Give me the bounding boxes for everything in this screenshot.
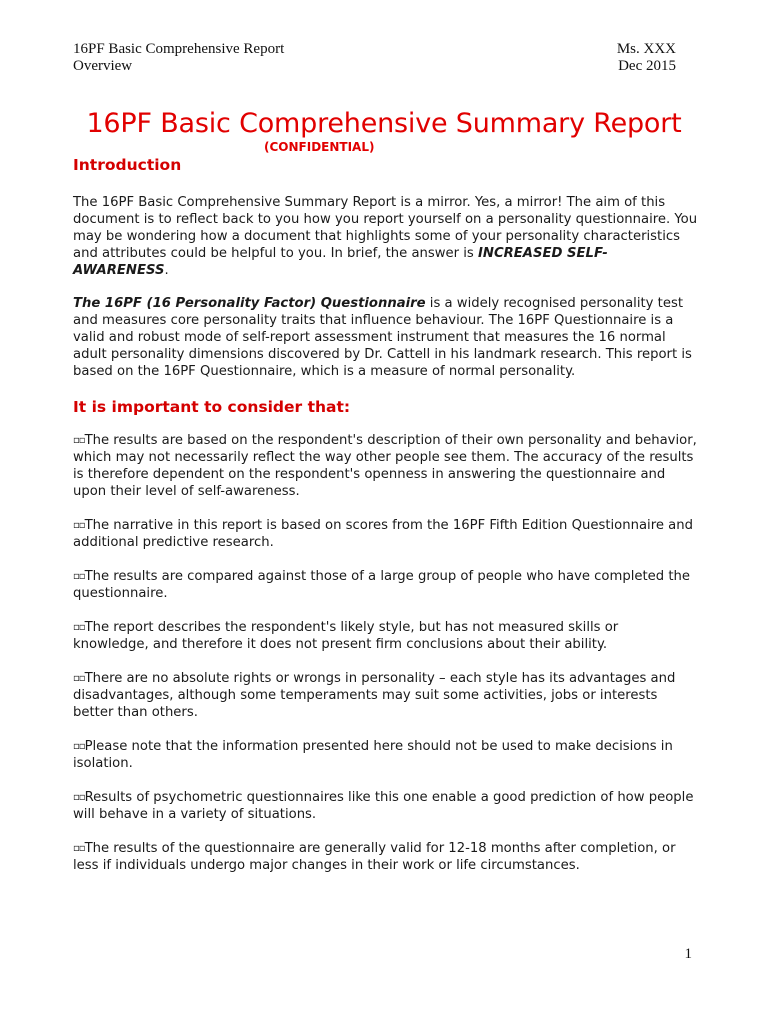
- consider-bullet-4: [73, 619, 698, 653]
- intro-p1-emphasis: INCREASED SELF-AWARENESS: [73, 246, 608, 278]
- consider-bullet-7: [73, 789, 698, 823]
- document-body: [73, 154, 698, 891]
- intro-p1-end: .: [164, 263, 169, 278]
- consider-bullet-2: [73, 517, 698, 551]
- bullet-glyph-icon: ▫▫: [73, 673, 85, 684]
- intro-p2-emphasis: The 16PF (16 Personality Factor) Questionnaire: [73, 296, 426, 311]
- bullet-glyph-icon: ▫▫: [73, 843, 85, 854]
- intro-p2-text: is a widely recognised personality test and measures core personality traits that influence behaviour. The 16PF Questionnaire is a valid and robust mode of self-report assessment instrument that measures the 16 normal adult personality dimensions discovered by Dr. Cattell in his landmark research. This report is based on the 16PF Questionnaire, which is a measure of normal personality.: [73, 296, 692, 379]
- bullet-glyph-icon: ▫▫: [73, 520, 85, 531]
- bullet-glyph-icon: ▫▫: [73, 622, 85, 633]
- confidential-label: (CONFIDENTIAL): [264, 140, 375, 154]
- bullet-text: Results of psychometric questionnaires like this one enable a good prediction of how people will behave in a variety of situations.: [73, 790, 694, 822]
- header-date: Dec 2015: [618, 58, 676, 74]
- bullet-text: There are no absolute rights or wrongs in personality – each style has its advantages and disadvantages, although some temperaments may suit some activities, jobs or interests better than others.: [73, 671, 676, 720]
- page-title: 16PF Basic Comprehensive Summary Report: [86, 108, 682, 139]
- bullet-glyph-icon: ▫▫: [73, 741, 85, 752]
- consider-bullet-6: [73, 738, 698, 772]
- bullet-text: The report describes the respondent's likely style, but has not measured skills or knowledge, and therefore it does not present firm conclusions about their ability.: [73, 620, 619, 652]
- header-client-name: Ms. XXX: [616, 41, 676, 57]
- header-row-2: [73, 58, 676, 75]
- consider-bullet-5: [73, 670, 698, 721]
- consider-bullet-8: [73, 840, 698, 874]
- bullet-glyph-icon: ▫▫: [73, 435, 85, 446]
- page-header: [73, 41, 676, 75]
- consider-bullet-3: [73, 568, 698, 602]
- introduction-heading: Introduction: [73, 156, 182, 174]
- bullet-text: Please note that the information presented here should not be used to make decisions in isolation.: [73, 739, 673, 771]
- bullet-glyph-icon: ▫▫: [73, 571, 85, 582]
- bullet-text: The results are based on the respondent's description of their own personality and behavior, which may not necessarily reflect the way other people see them. The accuracy of the results is therefore dependent on the respondent's openness in answering the questionnaire and upon their level of self-awareness.: [73, 433, 697, 499]
- bullet-text: The narrative in this report is based on scores from the 16PF Fifth Edition Questionnaire and additional predictive research.: [73, 518, 693, 550]
- header-row-1: [73, 41, 676, 58]
- header-section-name: Overview: [73, 58, 133, 74]
- bullet-text: The results of the questionnaire are generally valid for 12-18 months after completion, or less if individuals undergo major changes in their work or life circumstances.: [73, 841, 676, 873]
- introduction-paragraph-2: [73, 295, 698, 380]
- consider-bullet-1: [73, 432, 698, 500]
- consider-heading: It is important to consider that:: [73, 398, 351, 416]
- header-report-name: 16PF Basic Comprehensive Report: [73, 41, 285, 57]
- introduction-paragraph-1: [73, 194, 698, 279]
- intro-p1-text: The 16PF Basic Comprehensive Summary Report is a mirror. Yes, a mirror! The aim of this document is to reflect back to you how you report yourself on a personality questionnaire. You may be wondering how a document that highlights some of your personality characteristics and attributes could be helpful to you. In brief, the answer is: [73, 195, 698, 261]
- bullet-glyph-icon: ▫▫: [73, 792, 85, 803]
- bullet-text: The results are compared against those of a large group of people who have completed the questionnaire.: [73, 569, 690, 601]
- page-number: 1: [684, 946, 692, 962]
